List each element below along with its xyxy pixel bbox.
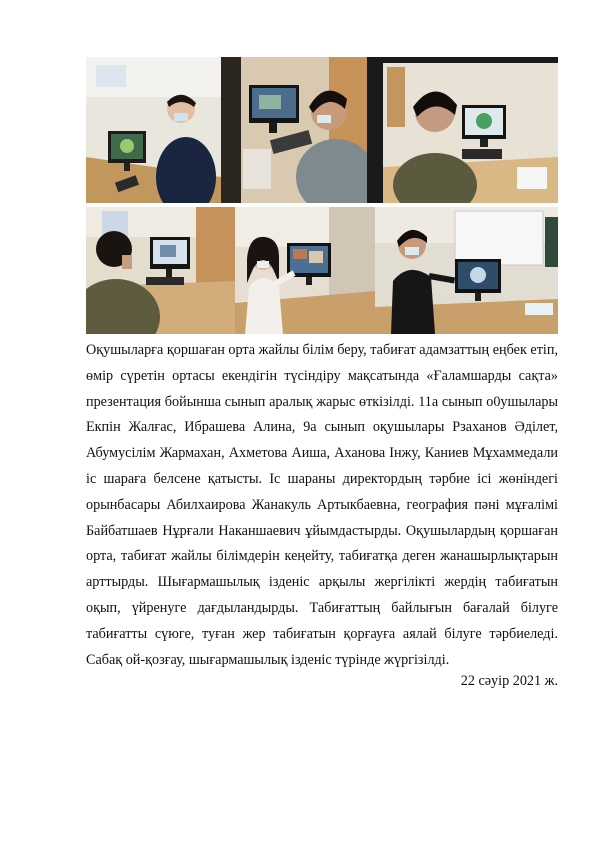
photo-student-at-computer-4: [86, 207, 235, 334]
photo-student-at-computer-1: [86, 57, 221, 203]
photo-student-at-computer-3: [367, 57, 558, 203]
body-paragraph: Оқушыларға қоршаған орта жайлы білім беру, табиғат адамзаттың еңбек етіп, өмір сүретін ортасы екендігін түсіндіру мақсатында «Ғаламшарды сақта» презентация бойынша сынып аралық жарыс өткізілді. 11а сынып о0ушылары Екпін Жалғас, Ибрашева Алина, 9а сынып оқушылары Рзаханов Әділет, Абумусілім Жармахан, Ахметова Аиша, Аханова Інжу, Каниев Мұхаммедали іс шараға белсене қатысты. Іс шараны директордың тәрбие ісі жөніндегі орынбасары Абилхаирова Жанакуль Артыкбаевна, география пәні мұғалімі Байбатшаев Нұрғали Наканшаевич ұйымдастырды. Оқушылардың қоршаған орта, табиғат жайлы білімдерін кеңейту, табиғатқа деген жанашырлықтарын арттырды. Шығармашылық ізденіс арқылы жергілікті жердің табиғатын оқып, үйренуге дағдыландырды. Табиғаттың байлығын бағалай білуге табиғатты сүюге, туған жер табиғатын қорғауға аялай білуге тәрбиеледі. Сабақ ой-қозғау, шығармашылық ізденіс түрінде жүргізілді.: [86, 342, 558, 668]
photo-girl-at-monitor: [235, 207, 375, 334]
photo-boy-at-monitor: [375, 207, 558, 334]
document-date: 22 сәуір 2021 ж.: [460, 673, 558, 689]
photo-student-at-computer-2: [221, 57, 367, 203]
